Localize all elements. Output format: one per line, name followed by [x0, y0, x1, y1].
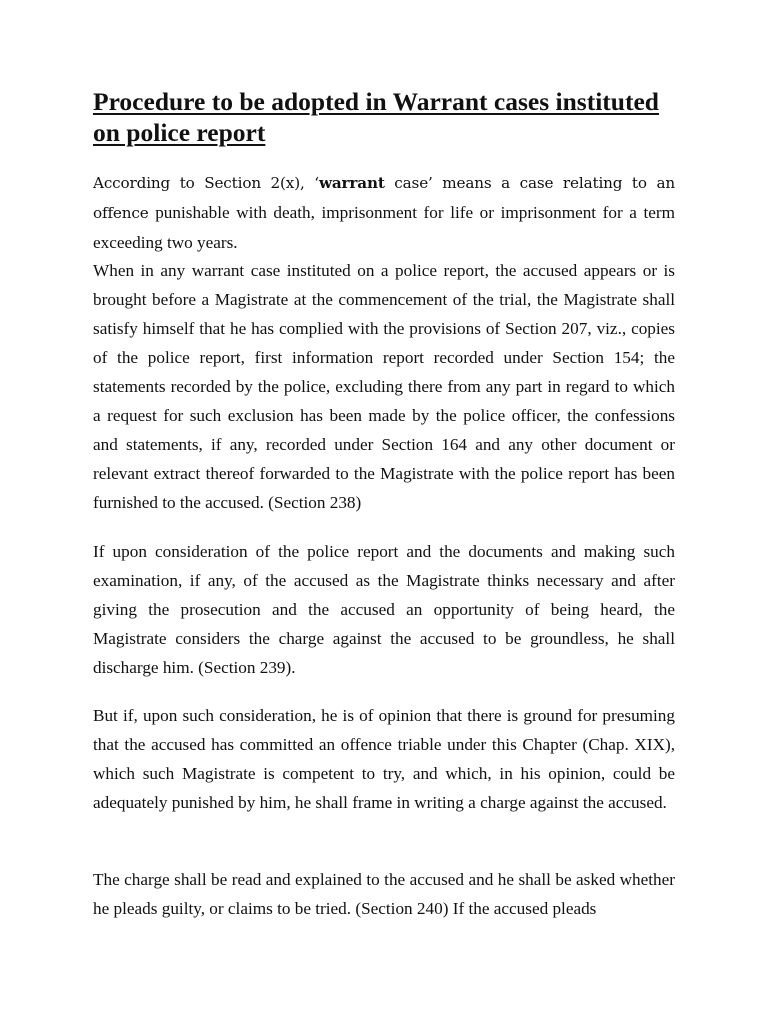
definition-term: warrant	[318, 174, 385, 192]
paragraph-frame-charge: But if, upon such consideration, he is of opinion that there is ground for presuming that the accused has committed an offence triable under this Chapter (Chap. XIX), which such Magistrate is competent to try, and which, in his opinion, could be adequately punished by him, he shall frame in writing a charge against the accused.	[93, 706, 675, 812]
paragraph-definition	[93, 168, 675, 257]
paragraph-section-238: When in any warrant case instituted on a police report, the accused appears or is brought before a Magistrate at the commencement of the trial, the Magistrate shall satisfy himself that he has complied with the provisions of Section 207, viz., copies of the police report, first information report recorded under Section 154; the statements recorded by the police, excluding there from any part in regard to which a request for such exclusion has been made by the police officer, the confessions and statements, if any, recorded under Section 164 and any other document or relevant extract thereof forwarded to the Magistrate with the police report has been furnished to the accused. (Section 238)	[93, 261, 675, 512]
definition-rest-text: punishable with death, imprisonment for life or imprisonment for a term exceeding two years.	[93, 203, 675, 252]
definition-lead-after: case’ means a case relating to an offence	[93, 174, 675, 222]
page-title: Procedure to be adopted in Warrant cases instituted on police report	[93, 87, 659, 147]
paragraph-section-239: If upon consideration of the police report and the documents and making such examination, if any, of the accused as the Magistrate thinks necessary and after giving the prosecution and the accused an opportunity of being heard, the Magistrate considers the charge against the accused to be groundless, he shall discharge him. (Section 239).	[93, 542, 675, 677]
definition-lead-before: According to Section 2(x), ‘	[93, 174, 319, 192]
paragraph-section-240: The charge shall be read and explained to the accused and he shall be asked whether he pleads guilty, or claims to be tried. (Section 240) If the accused pleads	[93, 870, 675, 918]
